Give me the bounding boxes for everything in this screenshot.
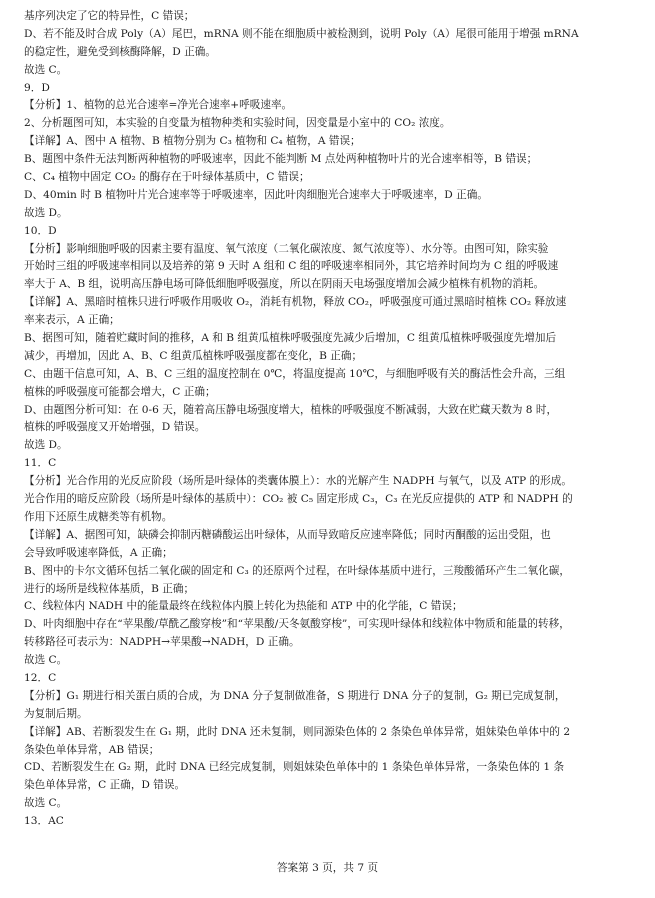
text-line: 为复制后期。 — [24, 707, 88, 720]
text-line: 故选 D。 — [24, 439, 68, 452]
text-line: 植株的呼吸强度可能都会增大，C 正确； — [24, 385, 216, 398]
text-line: 【分析】光合作用的光反应阶段（场所是叶绿体的类囊体膜上）：水的光解产生 NADPH 与氧气，以及 ATP 的形成。 — [24, 475, 572, 488]
text-line: 2、分析题图可知，本实验的自变量为植物种类和实验时间，因变量是小室中的 CO₂ 浓度。 — [24, 117, 451, 130]
text-line: 故选 C。 — [24, 63, 68, 76]
text-line: 13．AC — [24, 815, 64, 828]
text-line: D、若不能及时合成 Poly（A）尾巴，mRNA 则不能在细胞质中被检测到，说明 Poly（A）尾很可能用于增强 mRNA — [24, 27, 579, 40]
text-line: 故选 C。 — [24, 797, 68, 810]
text-line: C、由题干信息可知，A、B、C 三组的温度控制在 0℃，将温度提高 10℃，与细胞呼吸有关的酶活性会升高，三组 — [24, 367, 566, 380]
text-line: 进行的场所是线粒体基质，B 正确； — [24, 582, 195, 595]
text-line: 植株的呼吸强度又开始增强，D 错误。 — [24, 421, 206, 434]
text-line: D、叶肉细胞中存在“苹果酸/草酰乙酸穿梭”和“苹果酸/天冬氨酸穿梭”，可实现叶绿体和线粒体中物质和能量的转移， — [24, 618, 570, 631]
text-line: 【详解】A、黑暗时植株只进行呼吸作用吸收 O₂，消耗有机物，释放 CO₂，呼吸强度可通过黑暗时植株 CO₂ 释放速 — [24, 296, 567, 309]
text-line: 开始时三组的呼吸速率相同以及培养的第 9 天时 A 组和 C 组的呼吸速率相同外，其它培养时间均为 C 组的呼吸速 — [24, 260, 559, 273]
text-line: 基序列决定了它的特异性，C 错误； — [24, 10, 195, 22]
text-line: 率大于 A、B 组，说明高压静电场可降低细胞呼吸强度，所以在阴雨天电场强度增加会减少植株有机物的消耗。 — [24, 278, 545, 291]
text-line: B、图中的卡尔文循环包括二氧化碳的固定和 C₃ 的还原两个过程，在叶绿体基质中进行，三羧酸循环产生二氧化碳， — [24, 564, 570, 577]
text-line: 故选 C。 — [24, 654, 68, 667]
text-line: B、题图中条件无法判断两种植物的呼吸速率，因此不能判断 M 点处两种植物叶片的光合速率相等，B 错误； — [24, 153, 538, 166]
text-line: 故选 D。 — [24, 206, 68, 219]
text-line: D、由题图分析可知：在 0-6 天，随着高压静电场强度增大，植株的呼吸强度不断减弱，大致在贮藏天数为 8 时， — [24, 403, 558, 416]
text-line: 染色单体异常，C 正确，D 错误。 — [24, 779, 186, 792]
text-line: 【详解】A、图中 A 植物、B 植物分别为 C₃ 植物和 C₄ 植物，A 错误； — [24, 135, 361, 148]
text-line: D、40min 时 B 植物叶片光合速率等于呼吸速率，因此叶肉细胞光合速率大于呼吸速率，D 正确。 — [24, 188, 488, 201]
text-line: 率来表示，A 正确； — [24, 314, 120, 327]
text-line: 会导致呼吸速率降低，A 正确； — [24, 546, 173, 559]
text-line: 12．C — [24, 671, 57, 684]
page-footer: 答案第 3 页，共 7 页 — [276, 862, 379, 874]
text-line: B、据图可知，随着贮藏时间的推移，A 和 B 组黄瓜植株呼吸强度先减少后增加，C 组黄瓜植株呼吸强度先增加后 — [24, 332, 557, 345]
text-line: C、线粒体内 NADH 中的能量最终在线粒体内膜上转化为热能和 ATP 中的化学能，C 错误； — [24, 600, 463, 613]
text-line: 【分析】1、植物的总光合速率=净光合速率+呼吸速率。 — [24, 99, 293, 112]
text-line: CD、若断裂发生在 G₂ 期，此时 DNA 已经完成复制，则姐妹染色单体中的 1 条染色单体异常，一条染色体的 1 条 — [24, 761, 565, 774]
text-line: 10．D — [24, 224, 57, 237]
text-line: 作用下还原生成糖类等有机物。 — [24, 510, 173, 523]
text-line: 【分析】影响细胞呼吸的因素主要有温度、氧气浓度（二氧化碳浓度、氮气浓度等）、水分等。由图可知，除实验 — [24, 242, 549, 255]
text-line: 减少，再增加，因此 A、B、C 组黄瓜植株呼吸强度都在变化，B 正确； — [24, 349, 363, 362]
text-line: 【详解】AB、若断裂发生在 G₁ 期，此时 DNA 还未复制，则同源染色体的 2 条染色单体异常，姐妹染色单体中的 2 — [24, 725, 571, 738]
text-line: 光合作用的暗反应阶段（场所是叶绿体的基质中）：CO₂ 被 C₅ 固定形成 C₃，C₃ 在光反应提供的 ATP 和 NADPH 的 — [24, 493, 573, 506]
text-line: 转移路径可表示为：NADPH→苹果酸→NADH，D 正确。 — [24, 636, 300, 649]
text-line: 【详解】A、据图可知，缺磷会抑制丙糖磷酸运出叶绿体，从而导致暗反应速率降低；同时丙酮酸的运出受阻，也 — [24, 528, 551, 541]
text-line: 【分析】G₁ 期进行相关蛋白质的合成，为 DNA 分子复制做准备，S 期进行 DNA 分子的复制，G₂ 期已完成复制， — [24, 689, 566, 702]
text-line: 条染色单体异常，AB 错误； — [24, 743, 160, 756]
text-line: C、C₄ 植物中固定 CO₂ 的酶存在于叶绿体基质中，C 错误； — [24, 171, 310, 184]
text-line: 9．D — [24, 81, 50, 94]
text-line: 的稳定性，避免受到核酶降解，D 正确。 — [24, 45, 216, 58]
text-line: 11．C — [24, 457, 57, 470]
